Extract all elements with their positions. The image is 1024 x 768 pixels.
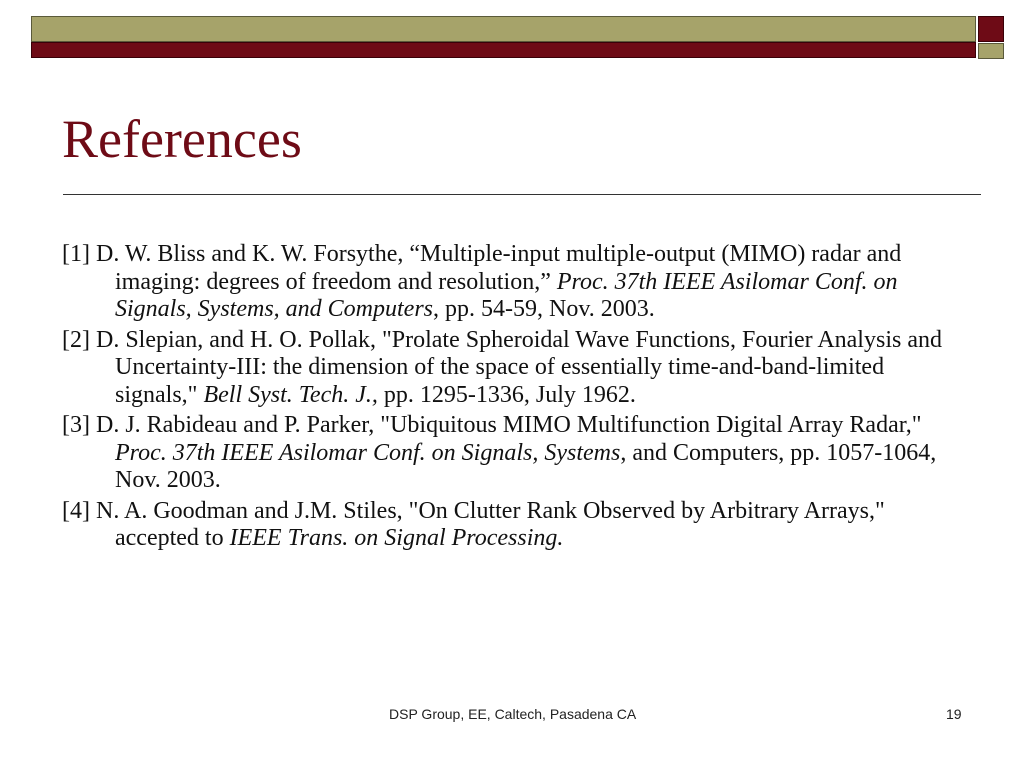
header-square-maroon <box>978 16 1004 42</box>
reference-text: [4] N. A. Goodman and J.M. Stiles, "On Clutter Rank Observed by Arbitrary Arrays," accepted to <box>62 497 885 551</box>
reference-item <box>62 498 967 553</box>
header-bar-maroon <box>31 42 976 58</box>
header-bar-olive <box>31 16 976 42</box>
reference-text: [2] D. Slepian, and H. O. Pollak, "Prolate Spheroidal Wave Functions, Fourier Analysis and Uncertainty-III: the dimension of the space of essentially time-and-band-limited signals," <box>62 326 942 408</box>
reference-list <box>62 241 967 556</box>
reference-venue: Bell Syst. Tech. J., <box>203 381 378 408</box>
reference-item <box>62 327 967 410</box>
reference-text: [1] D. W. Bliss and K. W. Forsythe, “Multiple-input multiple-output (MIMO) radar and imaging: degrees of freedom and resolution,” <box>62 241 902 295</box>
reference-item <box>62 241 967 324</box>
header-square-olive <box>978 43 1004 59</box>
reference-venue: Proc. 37th IEEE Asilomar Conf. on Signals, Systems, and Computers <box>115 268 898 322</box>
reference-details: , pp. 54-59, Nov. 2003. <box>433 296 655 322</box>
reference-details: , and Computers, pp. 1057-1064, Nov. 2003. <box>115 439 937 493</box>
footer-text: DSP Group, EE, Caltech, Pasadena CA <box>389 706 637 722</box>
reference-item <box>62 412 967 495</box>
title-divider <box>63 194 981 195</box>
reference-venue: IEEE Trans. on Signal Processing. <box>229 525 564 551</box>
page-number: 19 <box>946 706 962 722</box>
reference-text: [3] D. J. Rabideau and P. Parker, "Ubiquitous MIMO Multifunction Digital Array Radar," <box>62 412 922 438</box>
reference-details: pp. 1295-1336, July 1962. <box>377 381 636 408</box>
slide-title: References <box>62 109 302 169</box>
reference-venue: Proc. 37th IEEE Asilomar Conf. on Signals, Systems <box>115 439 621 466</box>
